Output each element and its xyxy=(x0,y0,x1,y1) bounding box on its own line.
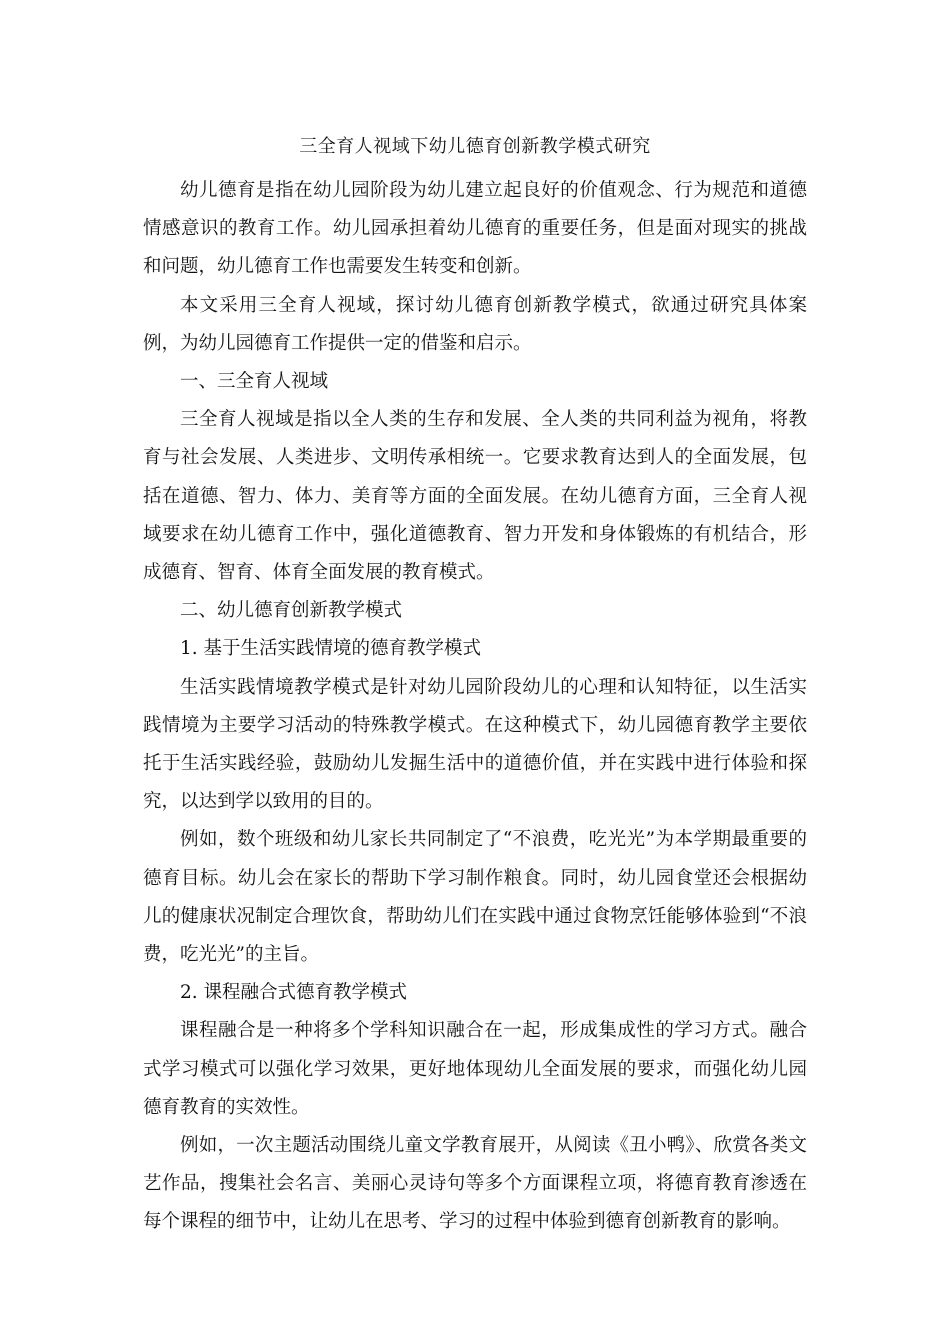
paragraph-subsection-2: 课程融合是一种将多个学科知识融合在一起，形成集成性的学习方式。融合式学习模式可以强化学习效果，更好地体现幼儿全面发展的要求，而强化幼儿园德育教育的实效性。 xyxy=(143,1020,807,1118)
section-heading-2: 二、幼儿德育创新教学模式 xyxy=(180,600,403,622)
paragraph-subsection-1: 生活实践情境教学模式是针对幼儿园阶段幼儿的心理和认知特征，以生活实践情境为主要学习活动的特殊教学模式。在这种模式下，幼儿园德育教学主要依托于生活实践经验，鼓励幼儿发掘生活中的道德价值，并在实践中进行体验和探究，以达到学以致用的目的。 xyxy=(143,676,807,813)
document-title: 三全育人视域下幼儿德育创新教学模式研究 xyxy=(299,136,651,157)
paragraph-intro-purpose: 本文采用三全育人视域，探讨幼儿德育创新教学模式，欲通过研究具体案例，为幼儿园德育工作提供一定的借鉴和启示。 xyxy=(143,294,807,354)
paragraph-section-1: 三全育人视域是指以全人类的生存和发展、全人类的共同利益为视角，将教育与社会发展、人类进步、文明传承相统一。它要求教育达到人的全面发展，包括在道德、智力、体力、美育等方面的全面发展。在幼儿德育方面，三全育人视域要求在幼儿德育工作中，强化道德教育、智力开发和身体锻炼的有机结合，形成德育、智育、体育全面发展的教育模式。 xyxy=(143,409,807,584)
subsection-heading-1: 1. 基于生活实践情境的德育教学模式 xyxy=(180,638,482,660)
document-body xyxy=(143,172,807,1242)
section-heading-1: 一、三全育人视域 xyxy=(180,371,329,393)
subsection-heading-2: 2. 课程融合式德育教学模式 xyxy=(180,982,408,1004)
paragraph-example-2: 例如，一次主题活动围绕儿童文学教育展开，从阅读《丑小鸭》、欣赏各类文艺作品，搜集社会名言、美丽心灵诗句等多个方面课程立项，将德育教育渗透在每个课程的细节中，让幼儿在思考、学习的过程中体验到德育创新教育的影响。 xyxy=(143,1135,807,1233)
paragraph-example-1: 例如，数个班级和幼儿家长共同制定了“不浪费，吃光光”为本学期最重要的德育目标。幼儿会在家长的帮助下学习制作粮食。同时，幼儿园食堂还会根据幼儿的健康状况制定合理饮食，帮助幼儿们在实践中通过食物烹饪能够体验到“不浪费，吃光光”的主旨。 xyxy=(143,829,807,966)
paragraph-intro-definition: 幼儿德育是指在幼儿园阶段为幼儿建立起良好的价值观念、行为规范和道德情感意识的教育工作。幼儿园承担着幼儿德育的重要任务，但是面对现实的挑战和问题，幼儿德育工作也需要发生转变和创新。 xyxy=(143,180,807,278)
